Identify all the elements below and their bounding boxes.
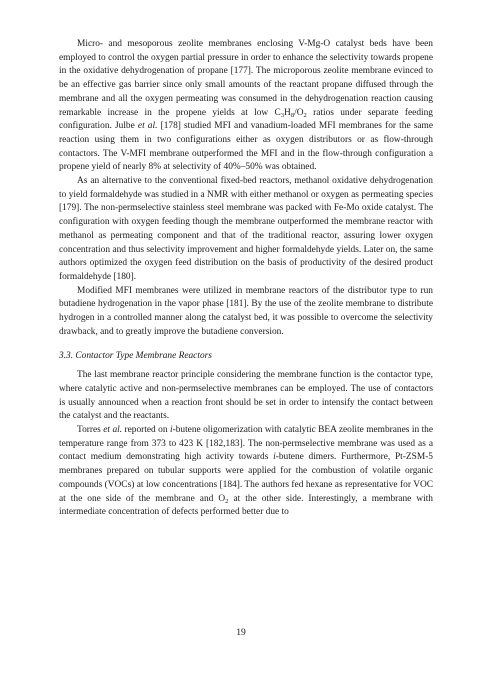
paragraph-3: Modified MFI membranes were utilized in membrane reactors of the distributor type to run butadiene hydrogenation in the vapor phase [181]. By the use of the zeolite membrane to distribute hydrogen in a controlled manner along the catalyst bed, it was possible to overcome the selectivity drawback, and to greatly improve the butadiene conversion. [59,285,433,337]
section-heading: 3.3. Contactor Type Membrane Reactors [59,351,212,362]
body-text [59,38,433,520]
page-number: 19 [236,627,246,638]
paragraph-4: The last membrane reactor principle considering the membrane function is the contactor type, where catalytic active and non-permselective membranes can be employed. The use of contactors is usually announced when a reaction front should be set in order to intensify the contact between the catalyst and the reactants. [59,370,433,422]
paragraph-5: Torres et al. reported on i-butene oligomerization with catalytic BEA zeolite membranes in the temperature range from 373 to 423 K [182,183]. The non-permselective membrane was used as a contact medium demonstrating high activity towards i-butene dimers. Furthermore, Pt-ZSM-5 membranes prepared on tubular supports were applied for the combustion of volatile organic compounds (VOCs) at low concentrations [184]. The authors fed hexane as representative for VOC at the one side of the membrane and $O_2$ at the other side. Interestingly, a membrane with intermediate concentration of defects performed better due to [59,424,434,518]
paragraph-1: Micro- and mesoporous zeolite membranes enclosing V-Mg-O catalyst beds have been employed to control the oxygen partial pressure in order to enhance the selectivity towards propene in the oxidative dehydrogenation of propane [177]. The microporous zeolite membrane evinced to be an effective gas barrier since only small amounts of the reactant propane diffused through the membrane and all the oxygen permeating was consumed in the dehydrogenation reaction causing remarkable increase in the propene yields at low $C_3H_8/O_2$ ratios under separate feeding configuration. Julbe et al. [178] studied MFI and vanadium-loaded MFI membranes for the same reaction using them in two configurations either as oxygen distributors or as flow-through contactors. The V-MFI membrane outperformed the MFI and in the flow-through configuration a propene yield of nearly 8% at selectivity of 40%–50% was obtained. [59,39,433,173]
paragraph-2: As an alternative to the conventional fixed-bed reactors, methanol oxidative dehydrogenation to yield formaldehyde was studied in a NMR with either methanol or oxygen as permeating species [179]. The non-permselective stainless steel membrane was packed with Fe-Mo oxide catalyst. The configuration with oxygen feeding though the membrane outperformed the membrane reactor with methanol as permeating component and that of the traditional reactor, assuring lower oxygen concentration and thus selectivity improvement and higher formaldehyde yields. Later on, the same authors optimized the oxygen feed distribution on the basis of productivity of the desired product formaldehyde [180]. [59,176,433,282]
